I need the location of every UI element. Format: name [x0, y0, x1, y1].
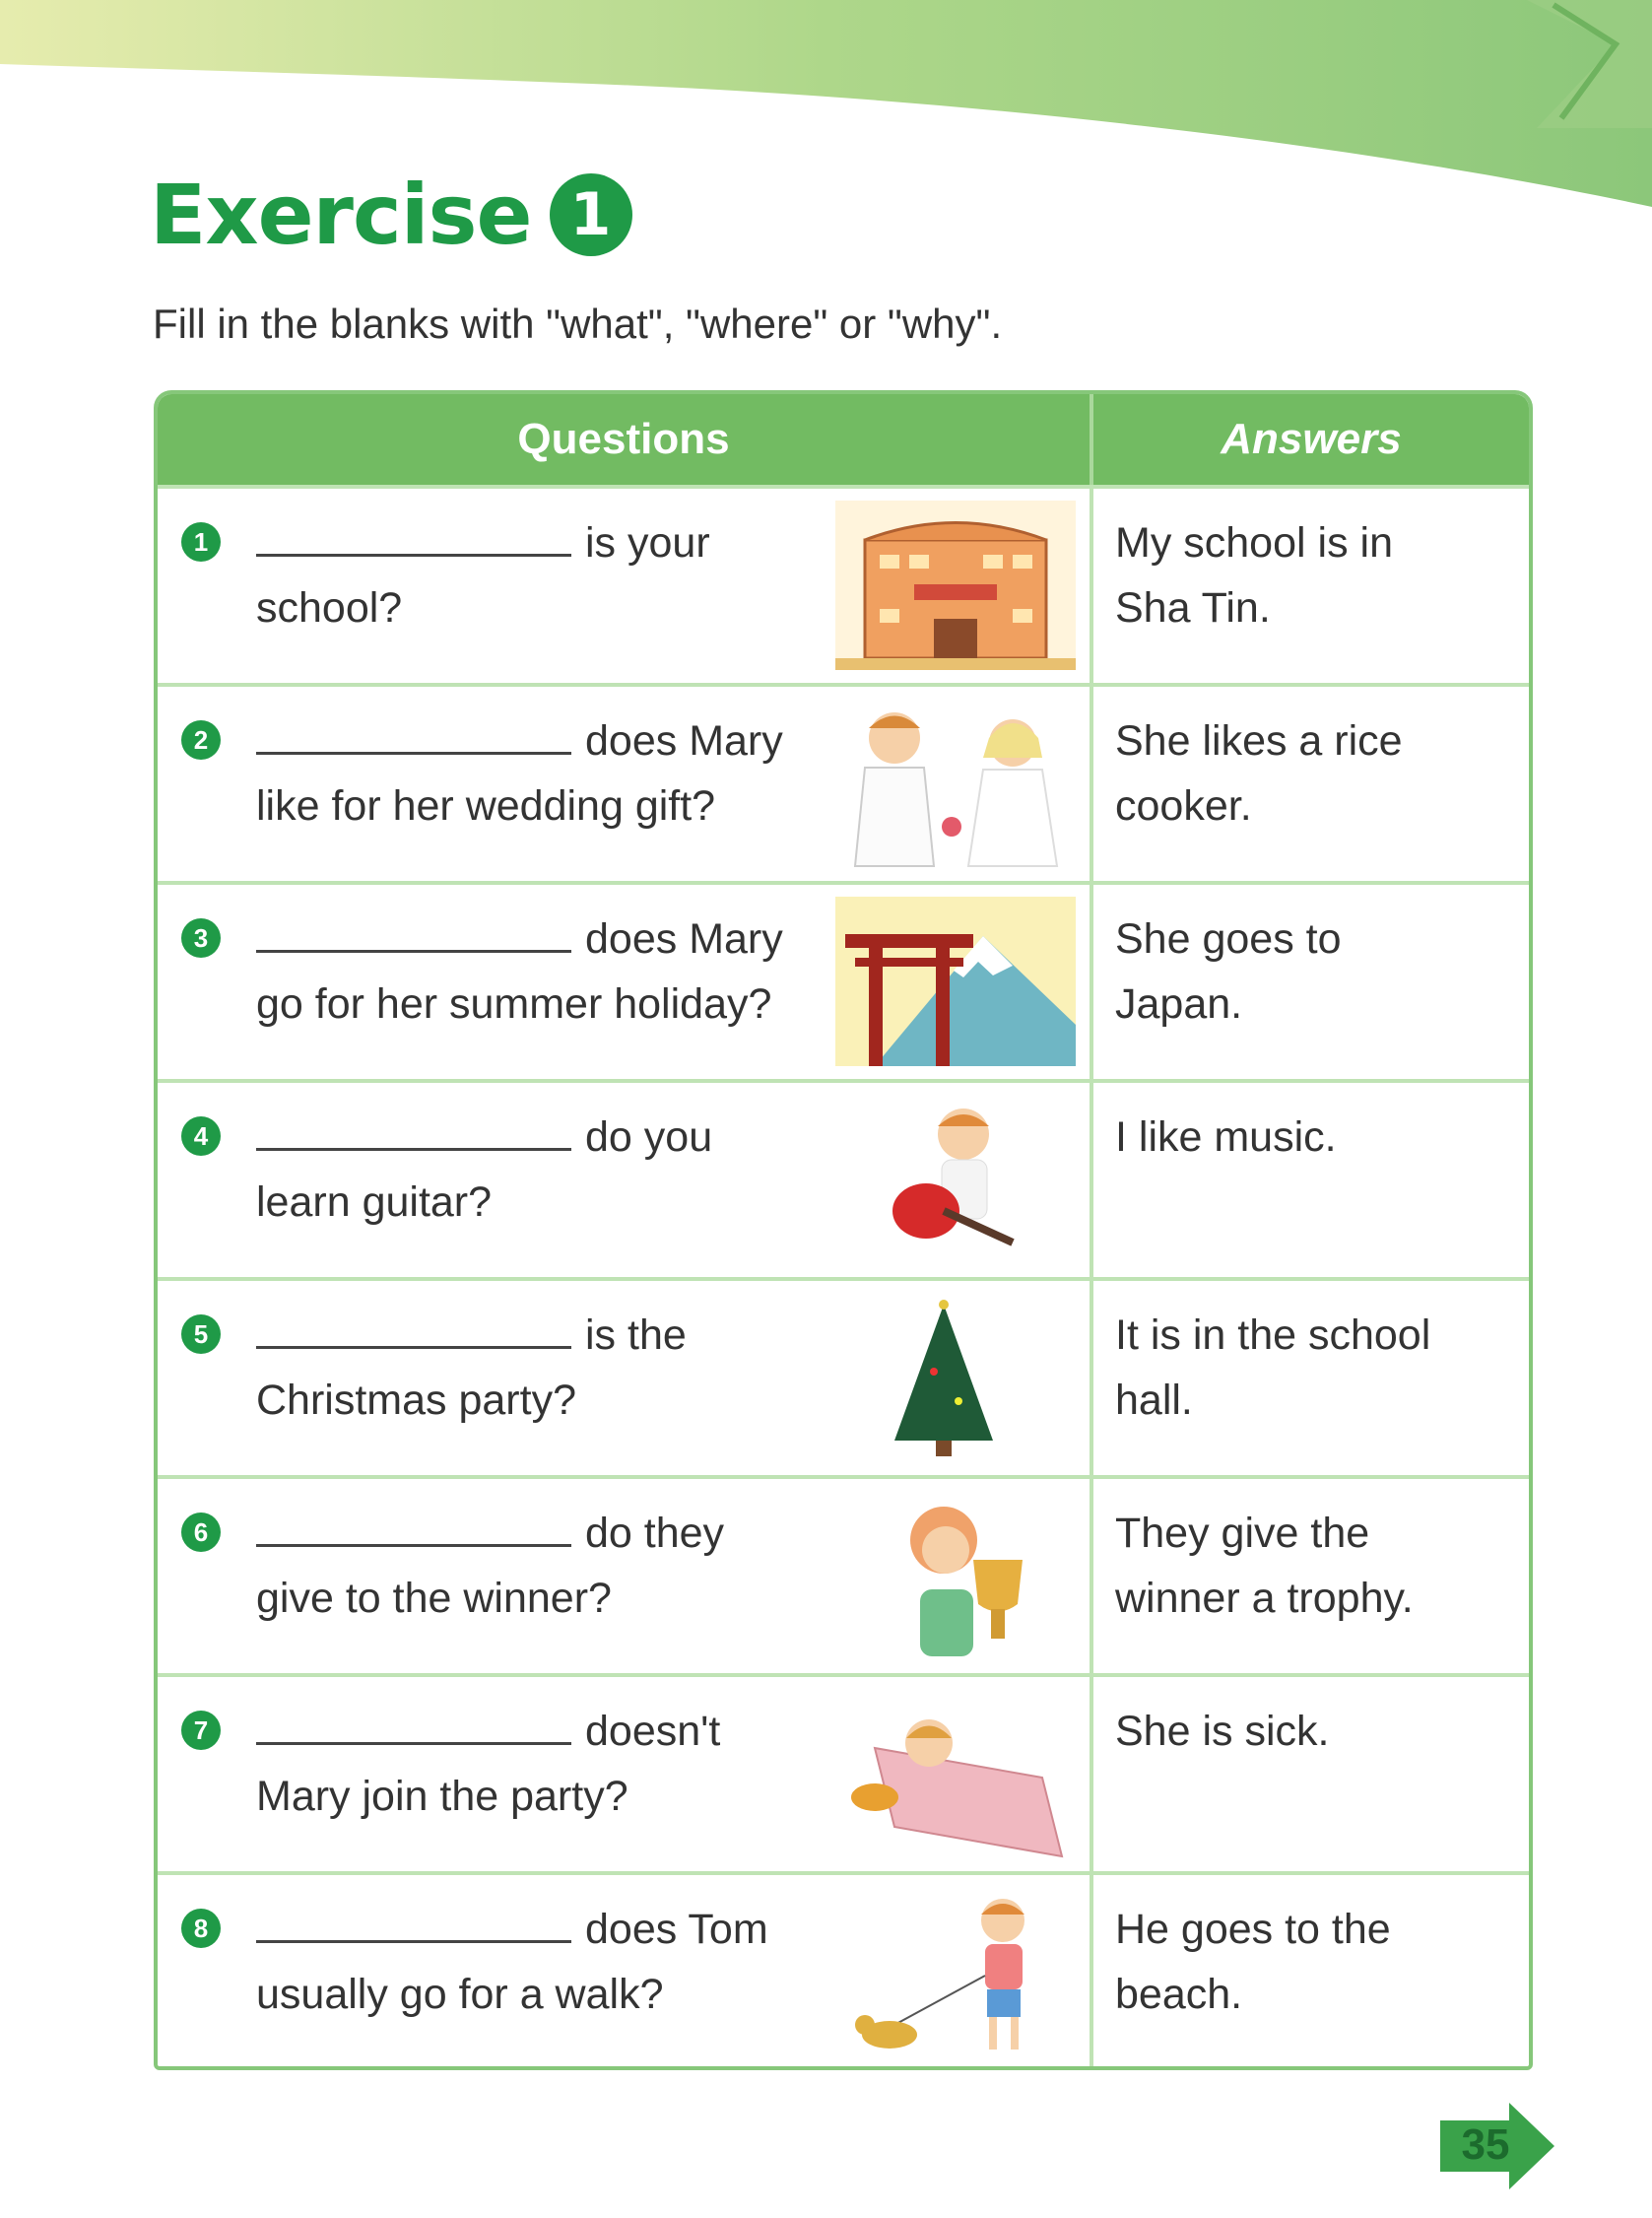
question-label: does Mary go for her summer holiday? — [256, 915, 783, 1028]
answer-blank[interactable] — [256, 510, 571, 557]
table-row — [158, 485, 1529, 683]
torii-gate-picture — [835, 897, 1076, 1066]
answer-text: I like music. — [1115, 1113, 1337, 1161]
question-label: do they give to the winner? — [256, 1510, 725, 1622]
question-cell — [158, 1083, 1093, 1277]
question-cell — [158, 489, 1093, 683]
question-number: 2 — [181, 720, 221, 760]
exercise-number-badge: 1 — [550, 173, 632, 256]
answer-cell — [1093, 1677, 1529, 1871]
question-text — [256, 510, 808, 640]
sick-in-bed-picture — [835, 1689, 1076, 1858]
table-row — [158, 1277, 1529, 1475]
question-number: 7 — [181, 1711, 221, 1750]
boy-with-guitar-picture — [835, 1095, 1076, 1264]
answer-blank[interactable] — [256, 1105, 571, 1151]
answer-blank[interactable] — [256, 1303, 571, 1349]
exercise-table — [154, 390, 1533, 2070]
trophy-girl-picture — [835, 1491, 1076, 1660]
answer-cell — [1093, 885, 1529, 1079]
answer-text: It is in the school hall. — [1115, 1311, 1431, 1424]
question-label: does Mary like for her wedding gift? — [256, 717, 783, 830]
answer-blank[interactable] — [256, 1699, 571, 1745]
table-row — [158, 1475, 1529, 1673]
question-number: 3 — [181, 918, 221, 958]
question-cell — [158, 1677, 1093, 1871]
question-cell — [158, 1479, 1093, 1673]
question-text — [256, 1699, 808, 1829]
question-text — [256, 1501, 808, 1631]
answer-cell — [1093, 1479, 1529, 1673]
answer-text: My school is in Sha Tin. — [1115, 519, 1393, 632]
answer-blank[interactable] — [256, 708, 571, 755]
question-cell — [158, 1875, 1093, 2069]
instruction-text: Fill in the blanks with "what", "where" or "why". — [153, 301, 1003, 347]
question-label: does Tom usually go for a walk? — [256, 1906, 768, 2018]
answer-cell — [1093, 489, 1529, 683]
answer-text: She goes to Japan. — [1115, 915, 1342, 1028]
boy-walking-dog-picture — [835, 1887, 1076, 2056]
question-number: 1 — [181, 522, 221, 562]
answer-blank[interactable] — [256, 1501, 571, 1547]
header-questions: Questions — [158, 394, 1093, 485]
question-number: 4 — [181, 1116, 221, 1156]
answer-text: They give the winner a trophy. — [1115, 1510, 1414, 1622]
christmas-tree-picture — [835, 1293, 1076, 1462]
table-row — [158, 1871, 1529, 2069]
question-cell — [158, 885, 1093, 1079]
answer-text: She is sick. — [1115, 1708, 1330, 1755]
answer-cell — [1093, 1281, 1529, 1475]
question-label: is the Christmas party? — [256, 1311, 687, 1424]
answer-text: She likes a rice cooker. — [1115, 717, 1403, 830]
exercise-title — [150, 166, 632, 264]
answer-cell — [1093, 1875, 1529, 2069]
question-text — [256, 708, 808, 839]
question-number: 8 — [181, 1909, 221, 1948]
question-cell — [158, 1281, 1093, 1475]
table-row — [158, 683, 1529, 881]
answer-blank[interactable] — [256, 1897, 571, 1943]
question-number: 5 — [181, 1314, 221, 1354]
question-text — [256, 1105, 808, 1235]
question-label: doesn't Mary join the party? — [256, 1708, 721, 1820]
question-label: do you learn guitar? — [256, 1113, 713, 1226]
school-building-picture — [835, 501, 1076, 670]
table-row — [158, 881, 1529, 1079]
exercise-title-text: Exercise — [150, 167, 532, 263]
question-text — [256, 1303, 808, 1433]
table-row — [158, 1079, 1529, 1277]
answer-cell — [1093, 1083, 1529, 1277]
answer-blank[interactable] — [256, 907, 571, 953]
answer-cell — [1093, 687, 1529, 881]
question-text — [256, 907, 808, 1037]
table-header — [158, 394, 1529, 485]
header-answers: Answers — [1221, 415, 1402, 463]
question-number: 6 — [181, 1512, 221, 1552]
question-text — [256, 1897, 808, 2027]
wedding-couple-picture — [835, 699, 1076, 868]
question-cell — [158, 687, 1093, 881]
table-row — [158, 1673, 1529, 1871]
answer-text: He goes to the beach. — [1115, 1906, 1391, 2018]
question-label: is your school? — [256, 519, 710, 632]
page-number: 35 — [1461, 2120, 1510, 2169]
